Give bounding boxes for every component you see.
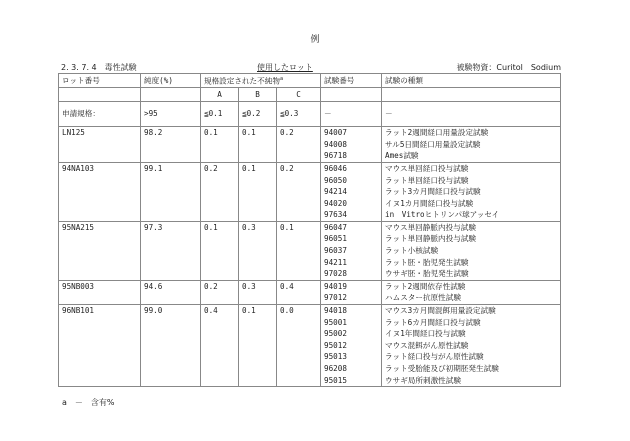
purity-cell-text: 99.0 [144, 306, 163, 316]
test-type: ハムスター抗原性試験 [385, 293, 461, 303]
purity-cell-text: 97.3 [144, 222, 163, 232]
lot-row [59, 162, 561, 221]
impurity-footnote-marker: a [279, 76, 283, 82]
lot-number-cell-text: 95NA215 [62, 222, 95, 232]
spec-impurity-b: ≦0.2 [239, 102, 277, 127]
impurity-a-header: A [201, 88, 239, 102]
lot-number-cell [59, 127, 141, 163]
spec-impurity-a: ≦0.1 [201, 102, 239, 127]
lot-row [59, 280, 561, 304]
test-number: 97012 [324, 293, 347, 303]
test-number-cell [321, 221, 382, 280]
page-header: 例 [310, 35, 320, 45]
purity-header: 純度(%) [141, 74, 201, 88]
impurity-b-header: B [239, 88, 277, 102]
test-type-cell [382, 162, 561, 221]
impurity-b-cell [239, 221, 277, 280]
test-type: ラット単回静脈内投与試験 [385, 234, 477, 244]
impurity-a-cell [201, 305, 239, 387]
subheader-blank [382, 88, 561, 102]
subheader-blank [141, 88, 201, 102]
test-number: 96208 [324, 364, 347, 373]
test-type: in Vitroヒトリンパ球アッセイ [385, 210, 500, 220]
lot-row [59, 127, 561, 163]
test-type: サル5日間経口用量設定試験 [385, 139, 481, 149]
lot-number-cell [59, 305, 141, 387]
impurity-b-cell-text: 0.3 [242, 222, 256, 232]
lot-number-cell [59, 280, 141, 304]
spec-row [59, 102, 561, 127]
spec-test-number: － [321, 102, 382, 127]
impurity-header [201, 74, 321, 88]
test-type: イヌ1年間経口投与試験 [385, 329, 466, 339]
impurity-c-cell-text: 0.2 [280, 128, 294, 138]
impurity-c-cell [277, 221, 321, 280]
test-type: ラット単回経口投与試験 [385, 175, 469, 185]
impurity-b-cell [239, 162, 277, 221]
purity-cell-text: 94.6 [144, 281, 163, 291]
lot-row [59, 305, 561, 387]
impurity-b-cell [239, 280, 277, 304]
test-type: イヌ1カ月間経口投与試験 [385, 198, 474, 208]
impurity-a-cell-text: 0.2 [204, 163, 218, 173]
lot-number-cell [59, 162, 141, 221]
test-number: 94018 [324, 306, 347, 316]
test-type: ラット3カ月間経口投与試験 [385, 187, 481, 197]
test-number: 94008 [324, 139, 347, 149]
purity-cell [141, 162, 201, 221]
test-type: ラット受胎能及び初期胚発生試験 [385, 364, 499, 373]
impurity-a-cell-text: 0.1 [204, 222, 218, 232]
test-type: マウス単回経口投与試験 [385, 163, 469, 173]
test-type: ラット2週間経口用量設定試験 [385, 128, 489, 138]
test-type: マウス単回静脈内投与試験 [385, 222, 476, 232]
test-number-cell [321, 162, 382, 221]
test-type-cell [382, 127, 561, 163]
test-number-cell [321, 305, 382, 387]
test-number: 94020 [324, 198, 347, 208]
impurity-c-cell [277, 127, 321, 163]
test-type: ラット小核試験 [385, 246, 439, 256]
test-number: 96718 [324, 151, 347, 161]
impurity-a-cell-text: 0.1 [204, 128, 218, 138]
test-number: 96046 [324, 163, 347, 173]
test-number: 97634 [324, 210, 347, 220]
impurity-b-cell-text: 0.1 [242, 306, 256, 316]
test-number: 95013 [324, 352, 347, 362]
lot-number-cell-text: LN125 [62, 128, 85, 138]
impurity-c-cell-text: 0.2 [280, 163, 294, 173]
header-row [59, 74, 561, 88]
lot-number-cell-text: 95NB003 [62, 281, 95, 291]
impurity-a-cell [201, 127, 239, 163]
test-number: 94019 [324, 281, 347, 291]
impurity-b-cell [239, 127, 277, 163]
toxicity-lot-table [58, 73, 561, 387]
test-type-cell [382, 221, 561, 280]
impurity-c-cell-text: 0.4 [280, 281, 294, 291]
impurity-b-cell-text: 0.3 [242, 281, 256, 291]
footnote: a － 含有% [62, 398, 115, 407]
test-number: 97028 [324, 269, 347, 279]
impurity-a-cell-text: 0.2 [204, 281, 218, 291]
test-type: ウサギ胚・胎児発生試験 [385, 269, 469, 279]
test-number: 95002 [324, 329, 347, 339]
test-type: ラット胚・胎児発生試験 [385, 257, 469, 267]
purity-cell-text: 99.1 [144, 163, 163, 173]
impurity-c-cell-text: 0.1 [280, 222, 294, 232]
subheader-row [59, 88, 561, 102]
test-number: 96047 [324, 222, 347, 232]
test-type: マウス3カ月間混餌用量設定試験 [385, 306, 496, 316]
impurity-c-cell [277, 162, 321, 221]
used-lot-heading: 使用したロット [257, 63, 313, 72]
impurity-c-header: C [277, 88, 321, 102]
impurity-b-cell [239, 305, 277, 387]
impurity-b-cell-text: 0.1 [242, 128, 256, 138]
section-title: 2. 3. 7. 4 毒性試験 [61, 63, 137, 72]
test-type: ラット経口投与がん原性試験 [385, 352, 484, 362]
test-number: 96051 [324, 234, 347, 244]
impurity-a-cell-text: 0.4 [204, 306, 218, 316]
impurity-c-cell [277, 305, 321, 387]
test-number: 95012 [324, 340, 347, 350]
spec-purity: >95 [141, 102, 201, 127]
purity-cell [141, 221, 201, 280]
impurity-a-cell [201, 221, 239, 280]
lot-number-cell-text: 96NB101 [62, 306, 95, 316]
test-substance: 被験物資：Curitol Sodium [456, 63, 561, 72]
test-type: マウス混餌がん原性試験 [385, 340, 469, 350]
lot-number-header: ロット番号 [59, 74, 141, 88]
test-type: ラット6カ月間経口投与試験 [385, 317, 481, 327]
test-number: 96050 [324, 175, 347, 185]
test-number: 96037 [324, 246, 347, 256]
test-number: 94007 [324, 128, 347, 138]
purity-cell [141, 305, 201, 387]
test-type-header: 試験の種類 [382, 74, 561, 88]
impurity-header-label: 規格設定された不純物 [204, 76, 280, 86]
subheader-blank [59, 88, 141, 102]
lot-number-cell-text: 94NA103 [62, 163, 95, 173]
test-number: 94214 [324, 187, 347, 197]
lot-row [59, 221, 561, 280]
test-number: 95015 [324, 375, 347, 385]
purity-cell [141, 127, 201, 163]
purity-cell [141, 280, 201, 304]
test-type: ラット2週間依存性試験 [385, 281, 466, 291]
spec-impurity-c: ≦0.3 [277, 102, 321, 127]
test-type-cell [382, 280, 561, 304]
lot-number-cell [59, 221, 141, 280]
test-type: Ames試験 [385, 151, 419, 161]
test-number: 94211 [324, 257, 347, 267]
impurity-b-cell-text: 0.1 [242, 163, 256, 173]
test-type: ウサギ局所刺激性試験 [385, 375, 461, 385]
impurity-c-cell-text: 0.0 [280, 306, 294, 316]
test-number-header: 試験番号 [321, 74, 382, 88]
impurity-a-cell [201, 280, 239, 304]
purity-cell-text: 98.2 [144, 128, 163, 138]
spec-label: 申請規格： [59, 102, 141, 127]
test-type-cell [382, 305, 561, 387]
impurity-a-cell [201, 162, 239, 221]
impurity-c-cell [277, 280, 321, 304]
subheader-blank [321, 88, 382, 102]
spec-test-type: － [382, 102, 561, 127]
test-number-cell [321, 280, 382, 304]
test-number-cell [321, 127, 382, 163]
test-number: 95001 [324, 317, 347, 327]
